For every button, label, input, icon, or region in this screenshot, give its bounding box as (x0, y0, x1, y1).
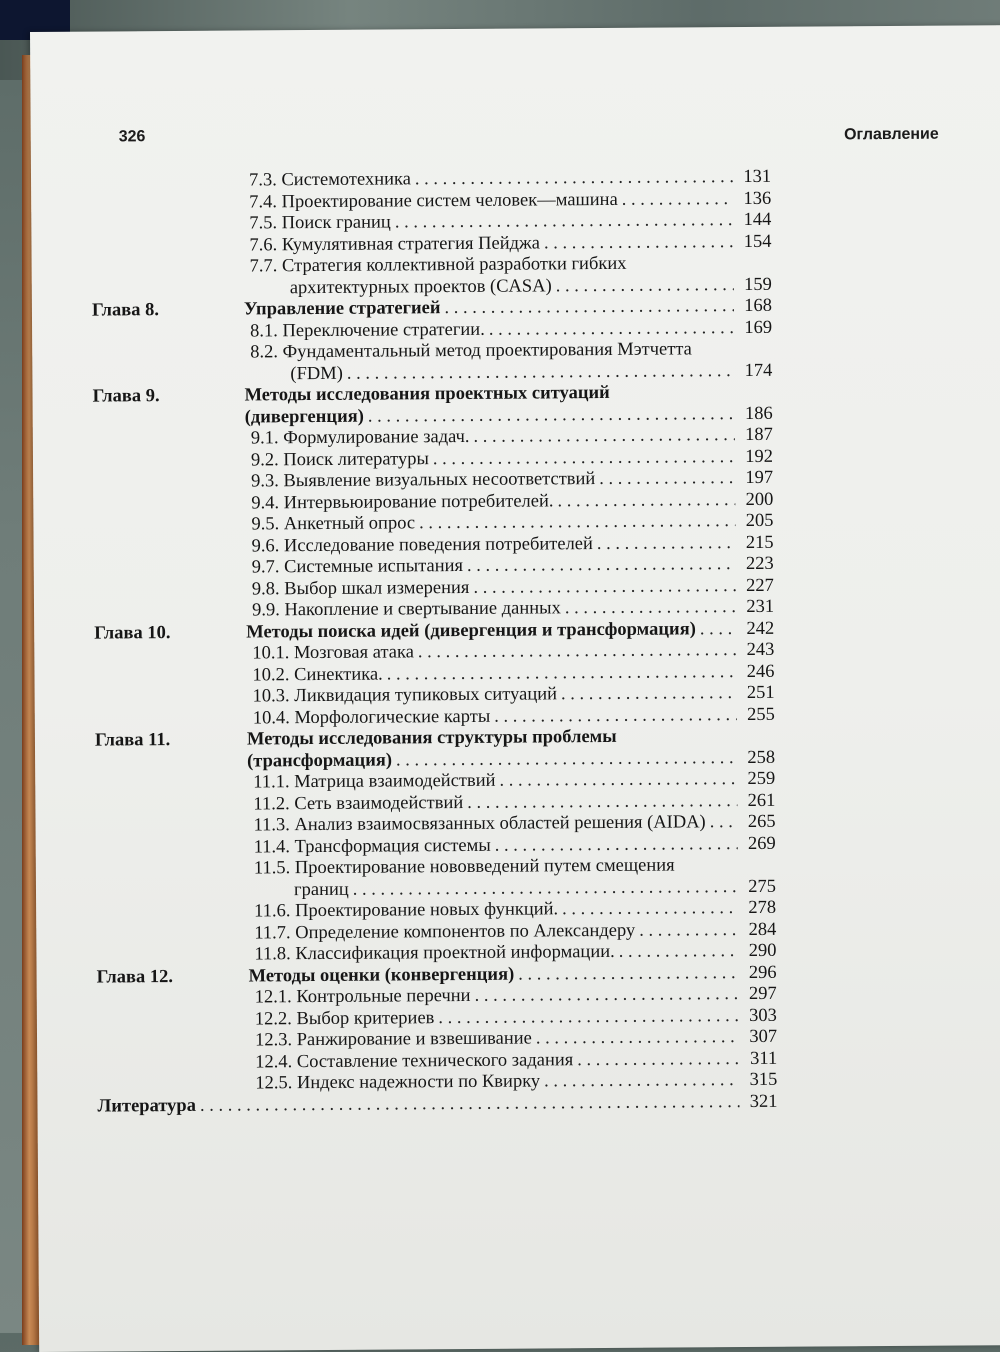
entry-title: Мозговая атака (293, 642, 414, 664)
section-number: 11.5. (253, 858, 295, 879)
entry-title: Выявление визуальных несоответствий (283, 469, 596, 492)
toc-entry (255, 1027, 777, 1052)
chapter-label: Глава 11. (94, 730, 171, 751)
leader-dots (710, 812, 738, 833)
toc-entry (244, 296, 772, 321)
entry-title: Индекс надежности по Квирку (296, 1071, 541, 1094)
toc-entry (249, 188, 771, 213)
toc-entry (251, 489, 773, 514)
page-ref: 205 (745, 510, 774, 532)
section-number: 10.2. (252, 664, 295, 685)
entry-title: Трансформация системы (294, 835, 491, 857)
section-number: 11.3. (253, 815, 295, 836)
leader-dots (562, 898, 738, 920)
entry-title: Ликвидация тупиковых ситуаций (294, 684, 558, 707)
entry-title: Методы поиска идей (дивергенция и трансформация) (246, 618, 696, 643)
leader-dots (467, 554, 736, 577)
toc-entry (254, 919, 776, 944)
toc-entry (255, 1048, 777, 1073)
page-ref: 246 (746, 661, 775, 682)
leader-dots (395, 210, 734, 233)
section-number: 9.7. (251, 557, 285, 578)
leader-dots (700, 619, 736, 640)
entry-title-continuation: архитектурных проектов (CASA) (289, 275, 552, 298)
entry-title: Поиск границ (281, 212, 391, 234)
section-number: 7.3. (248, 170, 282, 191)
section-number: 10.3. (252, 686, 295, 707)
section-number: 10.1. (252, 643, 295, 664)
leader-dots (622, 189, 734, 211)
leader-dots (489, 318, 734, 341)
toc-entry (294, 876, 776, 900)
entry-title: Проектирование систем человек—машина (281, 189, 618, 212)
section-number: 12.2. (254, 1008, 297, 1029)
toc-entry (249, 962, 777, 987)
leader-dots (565, 597, 736, 619)
entry-title: Анкетный опрос (283, 513, 416, 535)
page-ref: 259 (747, 768, 776, 790)
leader-dots (387, 662, 737, 685)
toc-entry (251, 468, 773, 493)
toc-entry (252, 597, 774, 622)
entry-title: Морфологические карты (294, 706, 491, 728)
chapter-label: Глава 8. (91, 300, 160, 321)
page-ref: 154 (743, 231, 772, 252)
literature-label: Литература (97, 1095, 197, 1117)
chapter-label: Глава 10. (94, 622, 171, 644)
leader-dots (499, 769, 737, 792)
table-of-contents (91, 167, 778, 1118)
leader-dots (474, 984, 738, 1007)
toc-entry (246, 618, 774, 643)
section-number: 7.5. (249, 213, 282, 234)
page-ref: 192 (745, 446, 774, 467)
page-ref: 227 (746, 575, 774, 596)
entry-title: Контрольные перечни (296, 985, 471, 1008)
entry-title: Составление технического задания (296, 1049, 574, 1072)
section-number: 11.6. (254, 901, 296, 922)
page-ref: 200 (745, 489, 774, 510)
section-number: 11.1. (253, 772, 295, 793)
section-number: 7.4. (249, 191, 282, 212)
leader-dots (368, 404, 735, 428)
entry-title: Кумулятивная стратегия Пейджа (281, 232, 541, 255)
leader-dots (473, 576, 736, 599)
section-number: 10.4. (252, 707, 295, 728)
section-number: 7.7. (249, 256, 283, 277)
leader-dots (544, 232, 734, 254)
entry-title: Ранжирование и взвешивание (296, 1028, 532, 1051)
entry-title: Методы исследования проектных ситуаций (244, 382, 610, 406)
page-ref: 290 (748, 940, 777, 962)
page-ref: 169 (744, 317, 773, 338)
page-ref: 258 (747, 747, 776, 768)
section-number: 9.5. (251, 514, 284, 535)
entry-title: Сеть взаимодействий (294, 792, 464, 814)
section-number: 8.1. (250, 320, 283, 341)
section-number: 9.3. (251, 471, 284, 492)
page-ref: 231 (746, 596, 775, 618)
entry-title: Выбор критериев (296, 1007, 435, 1029)
toc-entry (253, 812, 775, 837)
section-number: 9.6. (251, 535, 285, 556)
entry-title: Формулирование задач. (283, 426, 470, 449)
page-ref: 275 (748, 876, 777, 897)
leader-dots (544, 1070, 739, 1092)
entry-title: Методы оценки (конвергенция) (248, 964, 515, 986)
page-ref: 197 (745, 467, 774, 489)
entry-title: Проектирование новых функций. (295, 899, 559, 922)
leader-dots (557, 490, 735, 512)
page-ref: 315 (749, 1069, 778, 1091)
page-ref: 215 (745, 532, 774, 553)
page-ref: 223 (745, 553, 774, 575)
leader-dots (467, 791, 737, 814)
section-number: 12.3. (254, 1030, 297, 1051)
leader-dots (473, 425, 734, 448)
page-ref: 168 (744, 295, 772, 317)
section-number: 11.7. (254, 922, 296, 943)
page-ref: 321 (749, 1091, 778, 1112)
entry-title: Проектирование нововведений путем смещения (294, 855, 675, 879)
page-ref: 261 (747, 790, 776, 811)
chapter-label: Глава 9. (92, 386, 160, 407)
section-number: 11.4. (253, 836, 295, 857)
toc-entry (252, 575, 774, 600)
running-head: Оглавление (844, 125, 939, 144)
leader-dots (200, 1092, 740, 1117)
entry-title: Синектика. (294, 664, 383, 685)
entry-title: Исследование поведения потребителей (283, 533, 593, 556)
page-ref: 131 (743, 166, 772, 188)
page-ref: 255 (746, 704, 775, 725)
entry-title: Поиск литературы (283, 448, 429, 470)
section-number: 11.2. (253, 793, 295, 814)
leader-dots (396, 748, 737, 771)
toc-entry (255, 1005, 777, 1030)
toc-entry (251, 446, 773, 471)
leader-dots (597, 533, 736, 555)
page-number: 326 (118, 128, 146, 146)
toc-entry (249, 231, 771, 256)
toc-entry (255, 984, 777, 1009)
page-ref: 174 (744, 360, 773, 381)
section-number: 9.4. (251, 492, 284, 513)
page-ref: 307 (749, 1026, 778, 1048)
toc-entry (290, 360, 772, 384)
toc-entry (249, 167, 771, 192)
leader-dots (577, 1049, 739, 1071)
entry-title: Фундаментальный метод проектирования Мэтчетта (282, 339, 692, 363)
leader-dots (433, 447, 735, 470)
chapter-label: Глава 12. (96, 966, 173, 988)
leader-dots (599, 468, 735, 490)
toc-entry (253, 790, 775, 815)
toc-entry (245, 403, 773, 428)
page-header (119, 123, 939, 153)
leader-dots (415, 167, 733, 190)
toc-entry (290, 274, 772, 298)
entry-title: Системные испытания (284, 555, 464, 578)
toc-entry (249, 210, 771, 235)
page-ref: 187 (745, 424, 773, 446)
toc-entry (254, 941, 776, 966)
entry-title: Накопление и свертывание данных (284, 598, 561, 621)
page-ref: 144 (743, 209, 772, 231)
page-ref: 186 (744, 403, 773, 424)
page-ref: 269 (747, 833, 776, 854)
page-ref: 251 (746, 682, 775, 704)
entry-title: Методы исследования структуры проблемы (246, 726, 617, 750)
entry-title: Матрица взаимодействий (294, 770, 496, 793)
toc-entry (253, 683, 775, 708)
toc-entry (253, 769, 775, 794)
leader-dots (347, 361, 735, 385)
toc-entry (255, 1070, 777, 1095)
section-number: 9.1. (250, 428, 284, 449)
entry-title-continuation: (FDM) (290, 363, 343, 384)
entry-title: Системотехника (281, 169, 411, 191)
leader-dots (495, 834, 738, 857)
toc-entry (252, 532, 774, 557)
section-number: 12.5. (255, 1073, 298, 1094)
section-number: 12.4. (255, 1051, 297, 1072)
section-number: 9.9. (251, 600, 285, 621)
leader-dots (438, 1006, 739, 1029)
section-number: 12.1. (254, 987, 297, 1008)
toc-chapter-row (97, 1091, 777, 1117)
leader-dots (536, 1027, 739, 1049)
toc-entry (247, 747, 775, 772)
entry-title: Анализ взаимосвязанных областей решения (AIDA) (294, 812, 706, 836)
leader-dots (561, 683, 737, 705)
entry-title: Определение компонентов по Александеру (295, 920, 636, 943)
page-ref: 159 (743, 274, 772, 295)
page-ref: 297 (748, 983, 777, 1005)
toc-entry (97, 1091, 777, 1117)
leader-dots (418, 640, 737, 663)
leader-dots (353, 877, 738, 901)
leader-dots (639, 920, 738, 942)
toc-entry (254, 898, 776, 923)
entry-title: Выбор шкал измерения (284, 577, 470, 599)
page-ref: 311 (750, 1048, 778, 1069)
page-ref: 242 (746, 618, 775, 639)
entry-title: Переключение стратегии. (282, 319, 485, 341)
entry-title: Стратегия коллективной разработки гибких (281, 253, 627, 277)
page-ref: 303 (749, 1005, 777, 1026)
leader-dots (494, 705, 737, 728)
leader-dots (444, 296, 734, 319)
page-ref: 278 (748, 897, 777, 919)
entry-title-continuation: (дивергенция) (244, 406, 364, 428)
toc-entry (252, 640, 774, 665)
entry-title: Классификация проектной информации. (295, 941, 615, 965)
page-ref: 243 (746, 639, 775, 661)
entry-title: Управление стратегией (243, 298, 441, 320)
section-number: 11.8. (254, 944, 296, 965)
page-ref: 136 (743, 188, 772, 209)
section-number: 7.6. (249, 234, 282, 255)
toc-entry (250, 317, 772, 342)
leader-dots (556, 275, 734, 297)
page-ref: 296 (748, 962, 777, 983)
leader-dots (619, 941, 739, 963)
toc-entry (251, 511, 773, 536)
section-number: 8.2. (250, 342, 283, 363)
entry-title-continuation: (трансформация) (247, 749, 393, 772)
book-page (30, 25, 1000, 1352)
leader-dots (419, 511, 735, 534)
toc-entry (254, 833, 776, 858)
entry-title-continuation: границ (293, 879, 349, 900)
toc-entry (252, 661, 774, 686)
page-ref: 265 (747, 811, 776, 833)
page-ref: 284 (748, 919, 777, 940)
toc-entry (251, 425, 773, 450)
entry-title: Интервьюирование потребителей. (283, 490, 554, 513)
leader-dots (518, 963, 739, 986)
toc-entry (252, 554, 774, 579)
section-number: 9.8. (251, 578, 285, 599)
section-number: 9.2. (250, 449, 284, 470)
toc-entry (253, 704, 775, 729)
